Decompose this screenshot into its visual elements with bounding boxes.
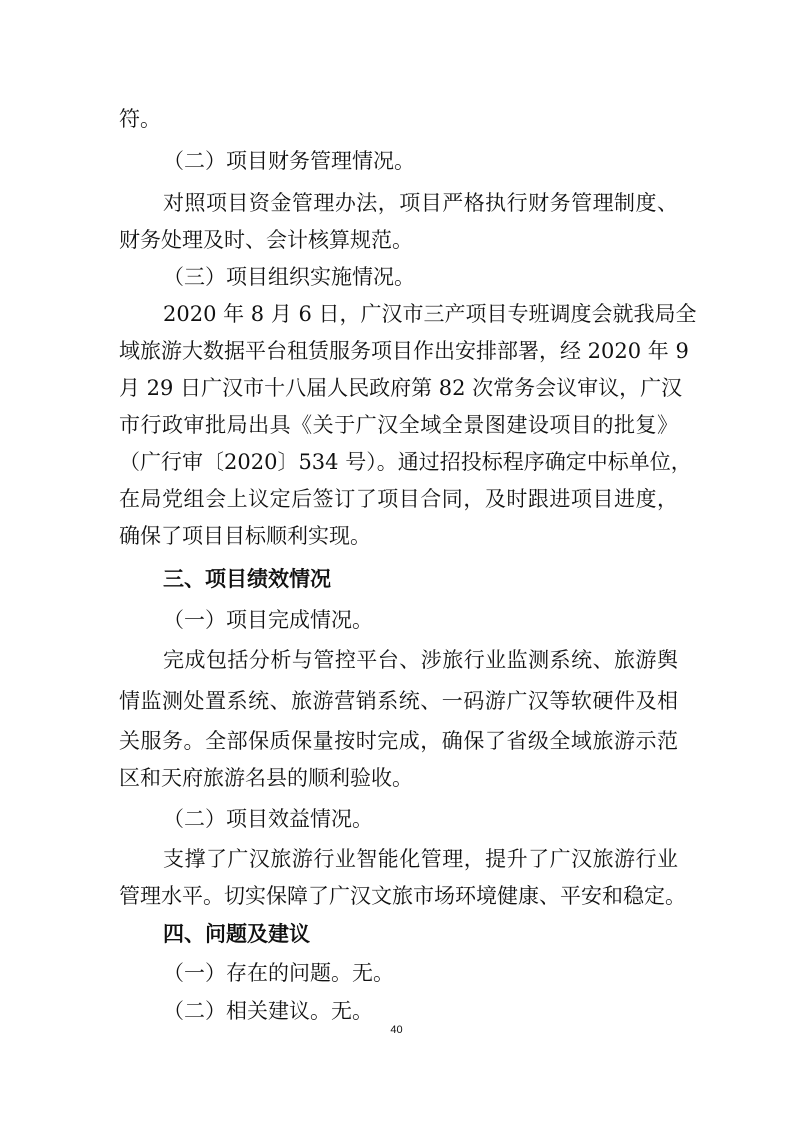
paragraph-line: 财务处理及时、会计核算规范。 (119, 228, 413, 252)
section-subheading: （二）项目效益情况。 (163, 807, 373, 831)
paragraph-line: 确保了项目目标顺利实现。 (119, 524, 371, 548)
paragraph-line: 支撑了广汉旅游行业智能化管理，提升了广汉旅游行业 (163, 847, 678, 871)
paragraph-line: 完成包括分析与管控平台、涉旅行业监测系统、旅游舆 (163, 648, 678, 672)
section-subheading: （二）项目财务管理情况。 (163, 149, 415, 173)
page-number: 40 (390, 1024, 403, 1036)
paragraph-line: 管理水平。切实保障了广汉文旅市场环境健康、平安和稳定。 (119, 884, 686, 908)
section-subheading: （一）存在的问题。无。 (163, 961, 394, 985)
paragraph-line: 在局党组会上议定后签订了项目合同，及时跟进项目进度， (119, 487, 678, 511)
paragraph-line: 关服务。全部保质保量按时完成，确保了省级全域旅游示范 (119, 729, 678, 753)
paragraph-line: （广行审〔2020〕534 号）。通过招投标程序确定中标单位， (119, 450, 692, 474)
section-heading: 四、问题及建议 (163, 922, 310, 946)
paragraph-line: 区和天府旅游名县的顺利验收。 (119, 766, 413, 790)
paragraph-line: 2020 年 8 月 6 日，广汉市三产项目专班调度会就我局全 (163, 302, 697, 326)
paragraph-line: 对照项目资金管理办法，项目严格执行财务管理制度、 (163, 191, 678, 215)
section-subheading: （一）项目完成情况。 (163, 608, 373, 632)
section-subheading: （三）项目组织实施情况。 (163, 265, 415, 289)
section-subheading: （二）相关建议。无。 (163, 999, 373, 1023)
section-heading: 三、项目绩效情况 (163, 567, 331, 591)
paragraph-line: 月 29 日广汉市十八届人民政府第 82 次常务会议审议，广汉 (119, 376, 683, 400)
paragraph-line: 域旅游大数据平台租赁服务项目作出安排部署，经 2020 年 9 (119, 339, 689, 363)
paragraph-line: 情监测处置系统、旅游营销系统、一码游广汉等软硬件及相 (119, 689, 678, 713)
paragraph-line: 符。 (119, 107, 161, 131)
paragraph-line: 市行政审批局出具《关于广汉全域全景图建设项目的批复》 (119, 413, 678, 437)
